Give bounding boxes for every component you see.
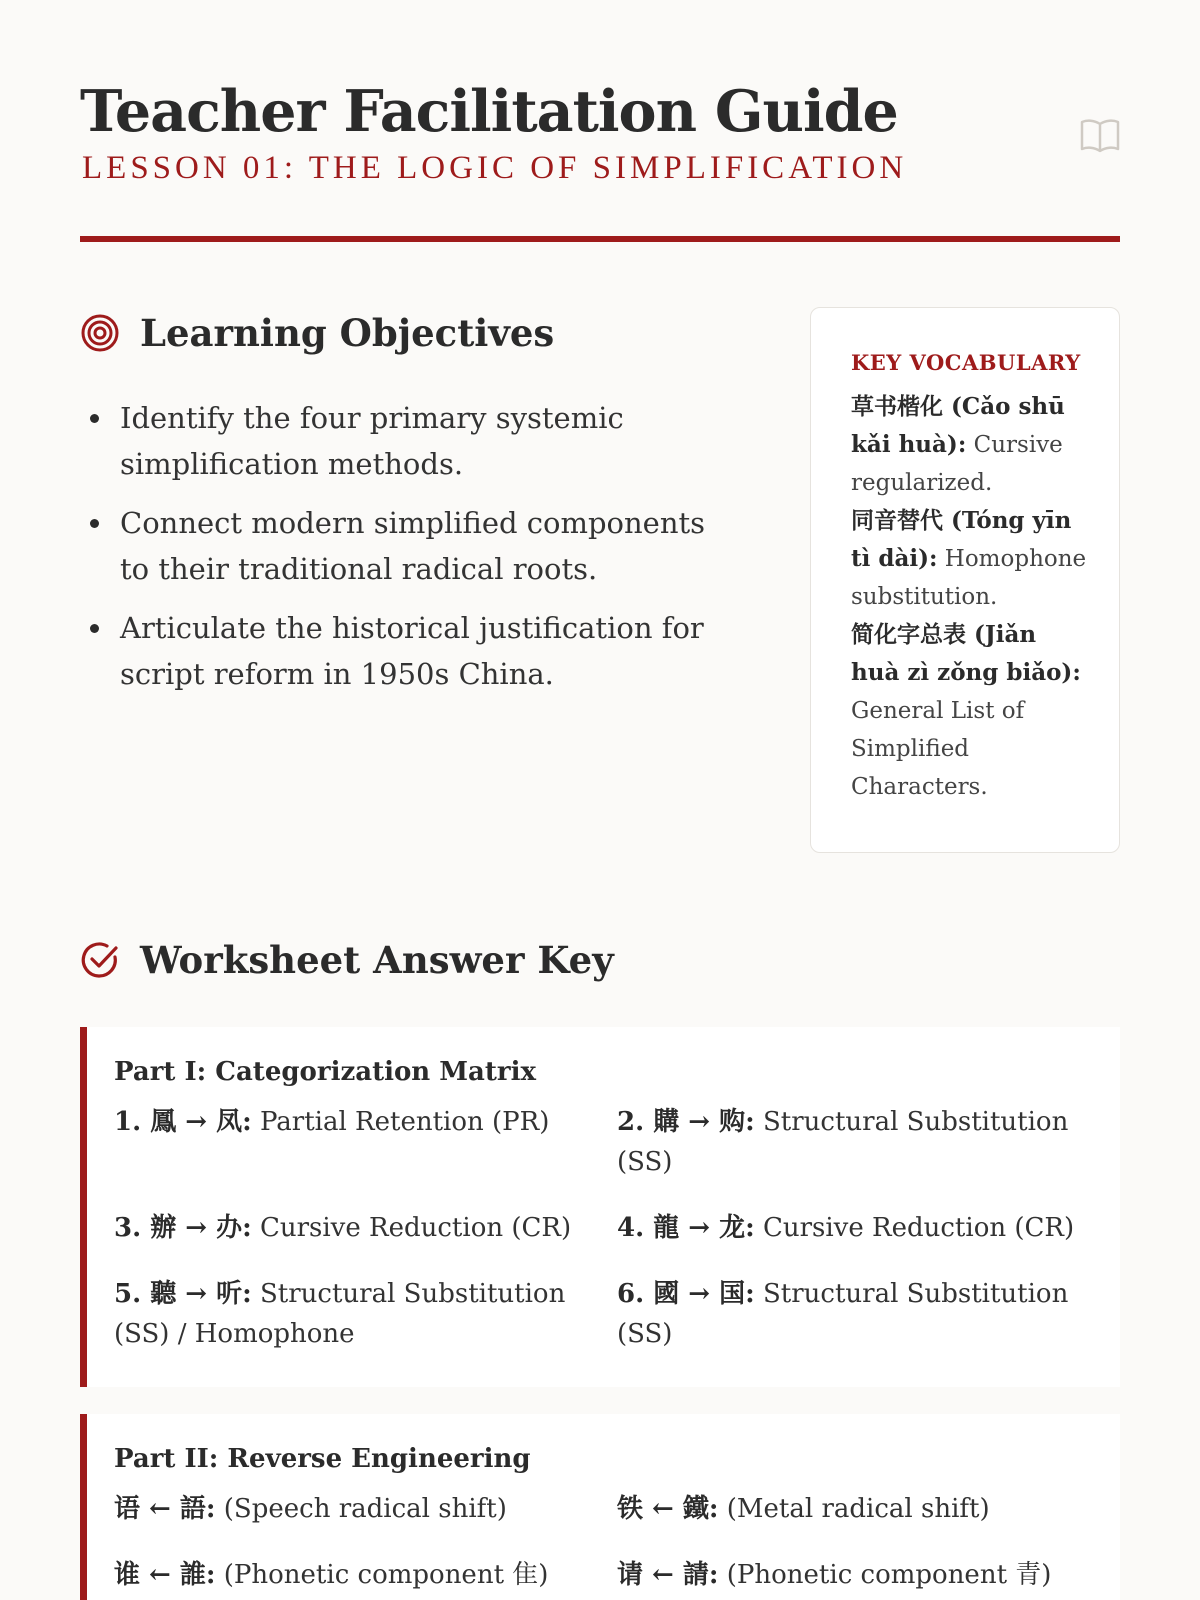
list-item: Articulate the historical justification for script reform in 1950s China. bbox=[80, 605, 740, 697]
check-circle-icon bbox=[80, 940, 120, 980]
answer-item bbox=[617, 1555, 1087, 1595]
answer-item bbox=[617, 1489, 1087, 1529]
part-two-panel bbox=[80, 1414, 1120, 1600]
character-pair: 6. 國 → 国: bbox=[617, 1279, 755, 1309]
character-pair: 4. 龍 → 龙: bbox=[617, 1213, 755, 1243]
answer-item bbox=[114, 1208, 617, 1248]
vocabulary-item bbox=[851, 502, 1089, 616]
vocabulary-term: 简化字总表 (Jiǎn huà zì zǒng biǎo): bbox=[851, 621, 1081, 686]
lesson-subtitle: LESSON 01: THE LOGIC OF SIMPLIFICATION bbox=[82, 150, 908, 186]
part-one-panel bbox=[80, 1027, 1120, 1387]
vocabulary-item bbox=[851, 616, 1089, 806]
vocabulary-definition: Cursive regularized. bbox=[851, 432, 1063, 496]
answer-text: Structural Substitution (SS) bbox=[617, 1107, 1069, 1177]
answer-text: Structural Substitution (SS) bbox=[617, 1279, 1069, 1349]
answer-text: Cursive Reduction (CR) bbox=[762, 1213, 1075, 1243]
vocabulary-term: 同音替代 (Tóng yīn tì dài): bbox=[851, 507, 1072, 572]
list-item: Identify the four primary systemic simplification methods. bbox=[80, 395, 740, 487]
key-vocabulary-card bbox=[810, 307, 1120, 853]
vocabulary-item bbox=[851, 388, 1089, 502]
answer-item bbox=[114, 1555, 617, 1595]
answer-item bbox=[617, 1102, 1087, 1182]
character-pair: 谁 ← 誰: bbox=[114, 1560, 216, 1590]
answer-item bbox=[617, 1274, 1087, 1354]
character-pair: 语 ← 語: bbox=[114, 1494, 216, 1524]
page-header bbox=[80, 78, 1120, 242]
answer-text: Partial Retention (PR) bbox=[259, 1107, 550, 1137]
part-one-title: Part I: Categorization Matrix bbox=[114, 1057, 536, 1087]
objectives-list bbox=[80, 395, 740, 710]
vocabulary-term: 草书楷化 (Cǎo shū kǎi huà): bbox=[851, 393, 1065, 458]
page-title: Teacher Facilitation Guide bbox=[80, 78, 898, 145]
answer-item bbox=[114, 1489, 617, 1529]
vocabulary-definition: General List of Simplified Characters. bbox=[851, 698, 1025, 800]
answer-item bbox=[617, 1208, 1087, 1248]
vocabulary-heading: KEY VOCABULARY bbox=[851, 350, 1081, 375]
book-icon bbox=[1080, 118, 1120, 154]
part-two-title: Part II: Reverse Engineering bbox=[114, 1444, 531, 1474]
answer-item bbox=[114, 1274, 617, 1354]
vocabulary-definition: Homophone substitution. bbox=[851, 546, 1087, 610]
character-pair: 1. 鳳 → 凤: bbox=[114, 1107, 252, 1137]
character-pair: 3. 辦 → 办: bbox=[114, 1213, 252, 1243]
character-pair: 铁 ← 鐵: bbox=[617, 1494, 719, 1524]
target-icon bbox=[80, 313, 120, 353]
reverse-engineering-grid bbox=[114, 1489, 1092, 1600]
answer-text: Cursive Reduction (CR) bbox=[259, 1213, 572, 1243]
character-pair: 请 ← 請: bbox=[617, 1560, 719, 1590]
list-item: Connect modern simplified components to their traditional radical roots. bbox=[80, 500, 740, 592]
answer-text: (Speech radical shift) bbox=[223, 1494, 507, 1524]
answer-text: (Phonetic component 隹) bbox=[223, 1560, 549, 1590]
answer-text: (Phonetic component 青) bbox=[726, 1560, 1052, 1590]
answer-text: Structural Substitution (SS) / Homophone bbox=[114, 1279, 566, 1349]
answer-text: (Metal radical shift) bbox=[726, 1494, 990, 1524]
objectives-heading bbox=[80, 308, 554, 358]
answer-key-heading bbox=[80, 935, 614, 985]
answer-key-title: Worksheet Answer Key bbox=[140, 938, 614, 982]
character-pair: 2. 購 → 购: bbox=[617, 1107, 755, 1137]
categorization-grid bbox=[114, 1102, 1092, 1380]
objectives-title: Learning Objectives bbox=[140, 311, 555, 355]
character-pair: 5. 聽 → 听: bbox=[114, 1279, 252, 1309]
answer-item bbox=[114, 1102, 617, 1182]
